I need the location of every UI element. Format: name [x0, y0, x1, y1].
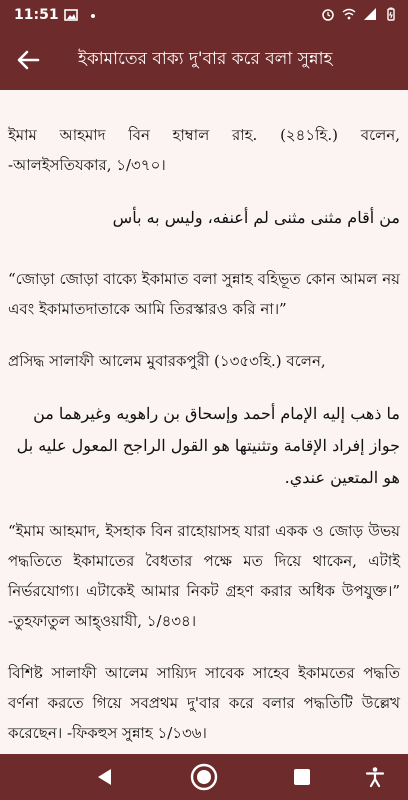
accessibility-icon [364, 766, 386, 788]
status-left-icons [64, 8, 100, 22]
paragraph-3: প্রসিদ্ধ সালাফী আলেম মুবারকপুরী (১৩৫৩হি.) বলেন, [8, 352, 326, 370]
arabic-quote-2: ما ذهب إليه الإمام أحمد وإسحاق بن راهويه وغيرهما من جواز إفراد الإقامة وتثنيتها هو القول الراجح المعول عليه بل هو المتعين عندي. [16, 404, 400, 487]
wifi-icon [342, 7, 356, 21]
nav-back-button[interactable] [94, 766, 116, 788]
nav-accessibility-button[interactable] [364, 766, 386, 788]
recents-square-icon [291, 766, 313, 788]
paragraph-5: বিশিষ্ট সালাফী আলেম সায়্যিদ সাবেক সাহেব ইকামতের পদ্ধতি বর্ণনা করতে গিয়ে সবপ্রথম দু'বার করে বলার পদ্ধতিটি উল্লেখ করেছেন। -ফিকহুস সুন্নাহ ১/১৩৬। [8, 664, 400, 742]
status-time: 11:51 [14, 7, 59, 23]
page-title: ইকামাতের বাক্য দু'বার করে বলা সুন্নাহ [78, 49, 333, 69]
status-right-icons [321, 7, 398, 21]
navigation-bar [0, 754, 408, 800]
battery-icon [384, 7, 398, 21]
home-circle-icon [190, 763, 218, 791]
image-icon [64, 8, 78, 22]
arrow-left-icon [14, 46, 42, 74]
dot-icon [86, 8, 100, 22]
paragraph-4: “ইমাম আহমাদ, ইসহাক বিন রাহোয়াসহ যারা একক ও জোড় উভয় পদ্ধতিতে ইকামাতের বৈধতার পক্ষে মত দিয়ে থাকেন, এটাই নির্ভরযোগ্য। এটাকেই আমার নিকট গ্রহণ করার অধিক উপযুক্ত।” -তুহফাতুল আহ্ওয়াযী, ১/৪৩৪। [8, 522, 401, 630]
arabic-quote-1: من أقام مثنى مثنى لم أعنفه، وليس به بأس [112, 208, 400, 227]
nav-home-button[interactable] [190, 763, 218, 791]
signal-icon [363, 7, 377, 21]
paragraph-1: ইমাম আহমাদ বিন হাম্বাল রাহ. (২৪১হি.) বলেন, -আলইসতিযকার, ১/৩৭০। [8, 126, 400, 174]
status-bar [0, 0, 408, 32]
alarm-icon [321, 7, 335, 21]
back-triangle-icon [94, 766, 116, 788]
app-bar [0, 32, 408, 90]
article-content[interactable] [0, 90, 408, 760]
nav-recents-button[interactable] [291, 766, 313, 788]
paragraph-2: “জোড়া জোড়া বাক্যে ইকামাত বলা সুন্নাহ বহিভূত কোন আমল নয় এবং ইকামাতদাতাকে আমি তিরস্কারও করি না।” [8, 270, 400, 318]
back-button[interactable] [14, 46, 48, 76]
